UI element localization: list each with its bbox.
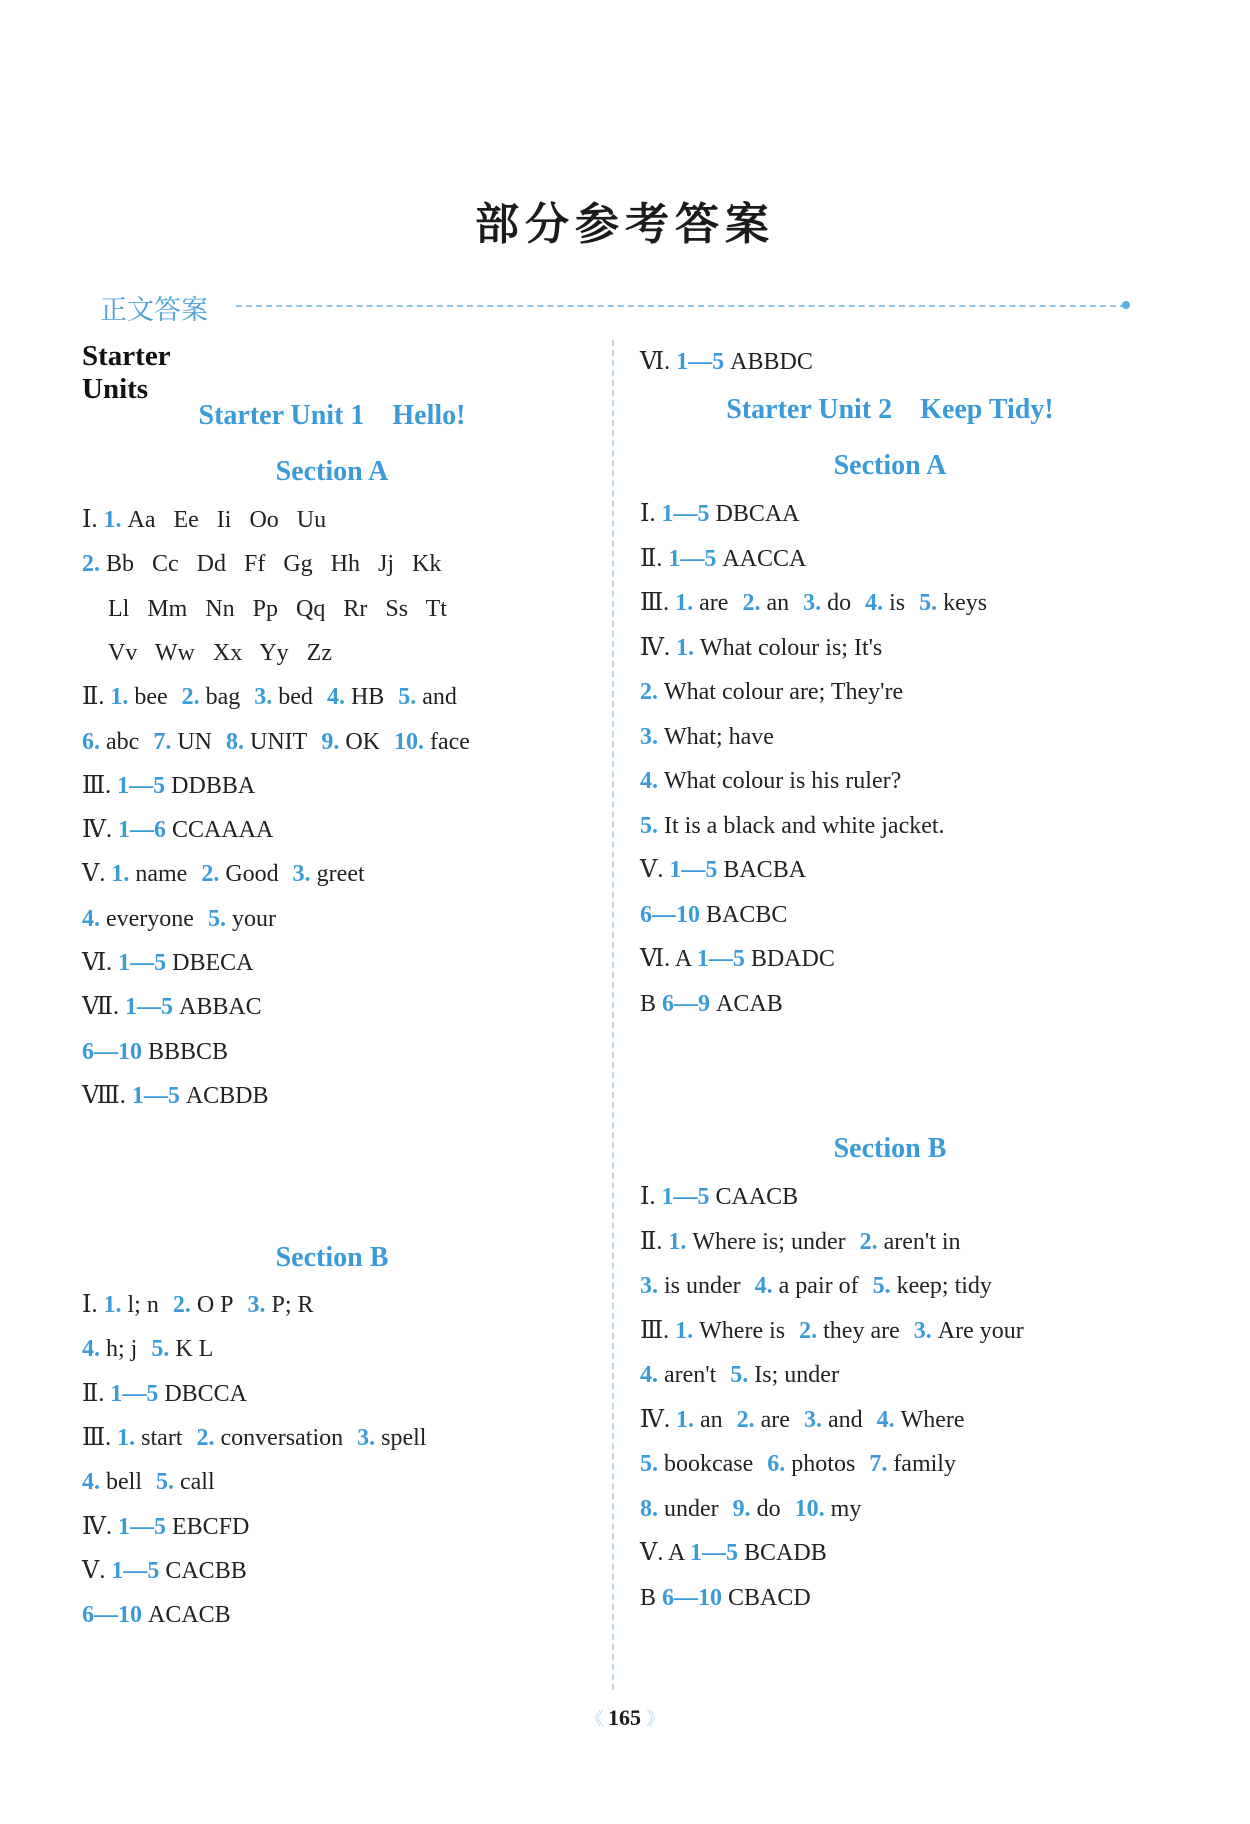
- answer-text: abc: [106, 728, 140, 755]
- item-number: 5.: [640, 812, 664, 839]
- item-number: 2.: [640, 679, 664, 705]
- answer-text: are: [699, 590, 729, 616]
- answer-text: Are your: [937, 1317, 1024, 1344]
- part-label: Ⅳ.: [640, 1406, 676, 1433]
- answer-text: CCAAAA: [171, 817, 274, 844]
- unit-1-section-a-line: [82, 815, 273, 845]
- part-label: Ⅱ.: [82, 684, 111, 711]
- item-number: 10.: [794, 1495, 831, 1522]
- part-label: Ⅶ.: [82, 994, 125, 1021]
- answer-text: do: [827, 590, 852, 616]
- item-number: 1—5: [118, 950, 173, 976]
- item-number: 4.: [876, 1406, 901, 1433]
- page-number-decoration-right: 》: [646, 1709, 665, 1729]
- item-number: 6—10: [640, 901, 706, 928]
- answer-text: call: [180, 1469, 215, 1496]
- answer-text: everyone: [106, 905, 194, 932]
- answer-text: is: [889, 590, 906, 616]
- answer-text: do: [756, 1495, 781, 1522]
- unit-2-section-a-line: [640, 633, 882, 663]
- item-number: 1.: [103, 1292, 128, 1318]
- unit-1-section-b-line: [82, 1290, 314, 1320]
- item-number: 2.: [196, 1424, 221, 1451]
- answer-text: spell: [381, 1424, 427, 1451]
- unit-1-section-a-line: [82, 904, 276, 934]
- answer-text: BACBC: [706, 901, 788, 928]
- answer-text: ABBDC: [730, 349, 813, 375]
- unit-1-section-a-line: [82, 727, 470, 757]
- item-number: 6.: [82, 728, 106, 755]
- part-label: Ⅲ.: [640, 590, 676, 616]
- item-number: 5.: [151, 1336, 176, 1363]
- unit-2-section-a-line: [640, 811, 945, 841]
- answer-text: DBCAA: [715, 501, 800, 527]
- answer-text: Where is; under: [692, 1228, 846, 1255]
- part-label: Ⅳ.: [82, 1513, 118, 1540]
- unit-1-section-b-line: [82, 1423, 426, 1453]
- answer-text: Where: [900, 1406, 965, 1433]
- answer-text: DBECA: [172, 950, 254, 976]
- part-label: B: [640, 990, 663, 1017]
- item-number: 3.: [357, 1424, 382, 1451]
- item-number: 3.: [640, 1273, 664, 1299]
- part-label: Ⅴ.: [82, 1557, 112, 1584]
- answer-text: greet: [316, 861, 365, 888]
- unit-1-section-b-line: [82, 1379, 247, 1409]
- item-number: 2.: [742, 590, 767, 616]
- part-label: Ⅲ.: [82, 1424, 118, 1451]
- item-number: 7.: [153, 728, 178, 755]
- answer-text: ACBDB: [185, 1082, 269, 1109]
- item-number: 4.: [640, 1362, 664, 1388]
- part-label: Ⅱ.: [82, 1380, 111, 1407]
- part-label: Ⅳ.: [82, 817, 118, 844]
- unit-2-section-a-line: [640, 855, 806, 885]
- unit-2-section-a-line: [640, 544, 806, 574]
- item-number: 1—5: [117, 1513, 172, 1540]
- item-number: 1—5: [117, 772, 172, 799]
- answer-text: EBCFD: [171, 1513, 250, 1540]
- answer-text: they are: [823, 1317, 900, 1344]
- answer-text: CAACB: [715, 1184, 799, 1210]
- answer-text: AACCA: [722, 545, 807, 572]
- item-number: 2.: [736, 1406, 761, 1433]
- answer-text: family: [893, 1451, 956, 1477]
- column-divider: [612, 340, 614, 1690]
- item-number: 3.: [254, 684, 279, 711]
- unit-2-section-a-line: [640, 722, 774, 752]
- answer-text: K L: [175, 1336, 214, 1363]
- item-number: 2.: [172, 1292, 197, 1318]
- item-number: 5.: [156, 1469, 180, 1496]
- item-number: 3.: [247, 1292, 272, 1318]
- item-number: 1—5: [661, 1184, 716, 1210]
- answer-text: What colour is his ruler?: [664, 768, 902, 794]
- unit-1-section-b-line: [82, 1512, 249, 1542]
- unit-2-section-b-line: [640, 1227, 961, 1257]
- answer-text: my: [830, 1495, 862, 1522]
- part-label: Ⅵ. A: [640, 946, 697, 972]
- answer-text: an: [766, 590, 790, 616]
- item-number: 1.: [675, 1406, 700, 1433]
- part-label: Ⅰ.: [82, 507, 104, 533]
- page-number-value: 165: [608, 1705, 641, 1730]
- answer-text: h; j: [106, 1336, 138, 1363]
- answer-text: It is a black and white jacket.: [664, 812, 945, 839]
- answer-text: a pair of: [778, 1273, 859, 1299]
- item-number: 4.: [82, 1469, 106, 1496]
- unit-2-section-a-line: [640, 677, 903, 707]
- answer-text: ACAB: [716, 990, 783, 1017]
- answer-text: bee: [134, 684, 168, 711]
- answer-text: OK: [345, 728, 380, 755]
- unit-1-section-b-line: [82, 1467, 215, 1497]
- answer-text: DBCCA: [164, 1380, 247, 1407]
- answer-text: start: [141, 1424, 183, 1451]
- answer-text: is under: [664, 1273, 741, 1299]
- answer-text: Bb Cc Dd Ff Gg Hh Jj Kk: [106, 551, 442, 578]
- unit-2-section-b-line: [640, 1494, 861, 1524]
- unit-1-section-a-line: [82, 859, 365, 889]
- item-number: 1—5: [110, 1380, 165, 1407]
- part-label: Ⅲ.: [640, 1317, 676, 1344]
- answer-text: Vv Ww Xx Yy Zz: [108, 639, 332, 666]
- unit-2-section-a-line: [640, 900, 787, 930]
- answer-text: l; n: [127, 1292, 159, 1318]
- unit-1-section-a-heading: Section A: [275, 456, 389, 487]
- answer-text: bell: [106, 1469, 142, 1496]
- answer-text: BDADC: [750, 946, 835, 972]
- answer-text: and: [827, 1406, 863, 1433]
- answer-text: are: [760, 1406, 790, 1433]
- item-number: 4.: [640, 768, 664, 794]
- item-number: 4.: [754, 1273, 779, 1299]
- item-number: 8.: [640, 1495, 664, 1522]
- unit-1-section-a-line: [82, 992, 262, 1022]
- part-label: Ⅰ.: [640, 501, 662, 527]
- unit-2-section-b-heading: Section B: [833, 1133, 947, 1164]
- item-number: 2.: [859, 1228, 884, 1255]
- item-number: 9.: [321, 728, 346, 755]
- item-number: 2.: [181, 684, 206, 711]
- part-label: Ⅳ.: [640, 634, 676, 661]
- part-label: Ⅰ.: [640, 1184, 662, 1210]
- item-number: 6—10: [82, 1602, 148, 1629]
- item-number: 8.: [225, 728, 250, 755]
- answer-text: UN: [177, 728, 212, 755]
- unit-2-section-b-line: [640, 1360, 839, 1390]
- item-number: 1—5: [124, 994, 179, 1021]
- answer-text: face: [429, 728, 470, 755]
- item-number: 5.: [872, 1273, 897, 1299]
- item-number: 5.: [207, 905, 232, 932]
- item-number: 2.: [799, 1317, 824, 1344]
- answer-text: bed: [278, 684, 313, 711]
- part-label: Ⅵ.: [640, 349, 677, 375]
- part-label: Ⅵ.: [82, 950, 119, 976]
- item-number: 1—5: [676, 349, 731, 375]
- unit-2-section-a-line: [640, 766, 901, 796]
- unit-1-section-a-line: [82, 948, 253, 978]
- item-number: 5.: [398, 684, 423, 711]
- part-label: Ⅲ.: [82, 772, 118, 799]
- starter-units-heading: Starter Units: [82, 340, 171, 405]
- answer-text: conversation: [220, 1424, 344, 1451]
- item-number: 1.: [668, 1228, 693, 1255]
- answer-text: What colour are; They're: [664, 679, 904, 705]
- unit-2-section-b-line: [640, 1538, 827, 1568]
- page-number-decoration-left: 《: [585, 1709, 608, 1729]
- answer-text: bag: [205, 684, 241, 711]
- answer-text: What; have: [664, 723, 774, 750]
- answer-text: BACBA: [723, 857, 807, 883]
- answer-text: Where is: [699, 1317, 786, 1344]
- unit-2-section-b-line: [640, 1271, 992, 1301]
- unit-1-section-a-line: [82, 1037, 228, 1067]
- item-number: 1—5: [696, 946, 751, 972]
- item-number: 1—5: [131, 1082, 186, 1109]
- item-number: 1.: [117, 1424, 142, 1451]
- unit-2-section-a-line: [640, 989, 783, 1019]
- item-number: 6—10: [82, 1038, 148, 1065]
- answer-text: CACBB: [165, 1557, 247, 1584]
- answer-text: Good: [225, 861, 279, 888]
- item-number: 1.: [103, 507, 128, 533]
- unit-2-heading: Starter Unit 2 Keep Tidy!: [726, 394, 1054, 425]
- unit-2-section-b-line: [640, 1583, 811, 1613]
- answer-text: aren't in: [883, 1228, 961, 1255]
- answer-text: under: [664, 1495, 719, 1522]
- item-number: 5.: [730, 1362, 755, 1388]
- answer-text: P; R: [271, 1292, 314, 1318]
- answer-text: ABBAC: [178, 994, 262, 1021]
- item-number: 2.: [82, 551, 106, 578]
- unit-1-section-b-line: [82, 1600, 231, 1630]
- part-label: Ⅷ.: [82, 1082, 132, 1109]
- item-number: 3.: [913, 1317, 938, 1344]
- page-number: [0, 1705, 1250, 1731]
- item-number: 3.: [292, 861, 317, 888]
- unit-1-section-a-line: [82, 682, 457, 712]
- answer-text: your: [231, 905, 276, 932]
- unit-2-section-b-line: [640, 1182, 798, 1212]
- item-number: 1.: [675, 634, 700, 661]
- unit-1-section-a-line: [108, 638, 332, 668]
- item-number: 3.: [803, 1406, 828, 1433]
- answer-text: Is; under: [754, 1362, 839, 1388]
- banner-dot: [1122, 301, 1130, 309]
- part-label: Ⅴ.: [640, 857, 670, 883]
- item-number: 1—5: [669, 857, 724, 883]
- unit-1-heading: Starter Unit 1 Hello!: [198, 400, 466, 431]
- part-label: Ⅴ.: [82, 861, 112, 888]
- part-label: Ⅴ. A: [640, 1540, 691, 1566]
- answer-text: BCADB: [744, 1540, 827, 1566]
- unit-1-continued-line: [640, 347, 813, 377]
- unit-1-section-a-line: [108, 594, 447, 624]
- answer-banner: 正文答案: [100, 295, 208, 326]
- part-label: Ⅰ.: [82, 1292, 104, 1318]
- unit-1-section-b-heading: Section B: [275, 1242, 389, 1273]
- page-title: 部分参考答案: [475, 199, 775, 250]
- unit-2-section-a-line: [640, 588, 987, 618]
- banner-dashed-line: [236, 305, 1126, 307]
- answer-text: and: [422, 684, 457, 711]
- item-number: 1—5: [661, 501, 716, 527]
- item-number: 1—5: [668, 545, 723, 572]
- item-number: 1.: [675, 1317, 700, 1344]
- answer-text: keep; tidy: [896, 1273, 992, 1299]
- item-number: 1.: [675, 590, 700, 616]
- answer-text: an: [699, 1406, 723, 1433]
- item-number: 4.: [82, 1336, 106, 1363]
- unit-2-section-a-line: [640, 944, 835, 974]
- item-number: 3.: [640, 723, 664, 750]
- answer-text: keys: [943, 590, 988, 616]
- answer-text: aren't: [664, 1362, 717, 1388]
- answer-text: DDBBA: [171, 772, 256, 799]
- unit-2-section-a-line: [640, 499, 800, 529]
- item-number: 7.: [869, 1451, 894, 1477]
- item-number: 1—5: [690, 1540, 745, 1566]
- item-number: 4.: [865, 590, 890, 616]
- item-number: 5.: [919, 590, 944, 616]
- item-number: 2.: [201, 861, 226, 888]
- unit-1-section-b-line: [82, 1334, 213, 1364]
- answer-text: ACACB: [148, 1602, 231, 1629]
- item-number: 1—6: [117, 817, 172, 844]
- item-number: 10.: [393, 728, 430, 755]
- answer-text: CBACD: [728, 1584, 811, 1611]
- unit-1-section-a-line: [82, 549, 441, 579]
- part-label: Ⅱ.: [640, 1228, 669, 1255]
- unit-1-section-a-line: [82, 771, 255, 801]
- answer-text: name: [135, 861, 188, 888]
- part-label: Ⅱ.: [640, 545, 669, 572]
- item-number: 4.: [82, 905, 106, 932]
- item-number: 3.: [803, 590, 828, 616]
- unit-2-section-a-heading: Section A: [833, 450, 947, 481]
- unit-1-section-a-line: [82, 1081, 269, 1111]
- answer-text: photos: [791, 1451, 856, 1477]
- item-number: 4.: [326, 684, 351, 711]
- item-number: 1—5: [111, 1557, 166, 1584]
- item-number: 1.: [110, 684, 135, 711]
- item-number: 9.: [732, 1495, 757, 1522]
- unit-1-section-a-line: [82, 505, 326, 535]
- unit-1-section-b-line: [82, 1556, 247, 1586]
- answer-text: BBBCB: [148, 1038, 229, 1065]
- answer-text: O P: [196, 1292, 234, 1318]
- item-number: 5.: [640, 1451, 664, 1477]
- item-number: 6—10: [662, 1584, 729, 1611]
- unit-2-section-b-line: [640, 1449, 956, 1479]
- answer-text: What colour is; It's: [699, 634, 883, 661]
- item-number: 1.: [111, 861, 136, 888]
- item-number: 6—9: [662, 990, 717, 1017]
- part-label: B: [640, 1584, 663, 1611]
- answer-text: bookcase: [664, 1451, 754, 1477]
- unit-2-section-b-line: [640, 1316, 1024, 1346]
- answer-text: UNIT: [249, 728, 308, 755]
- answer-text: Aa Ee Ii Oo Uu: [127, 507, 327, 533]
- unit-2-section-b-line: [640, 1405, 965, 1435]
- item-number: 6.: [767, 1451, 792, 1477]
- answer-text: Ll Mm Nn Pp Qq Rr Ss Tt: [108, 595, 447, 622]
- answer-text: HB: [350, 684, 385, 711]
